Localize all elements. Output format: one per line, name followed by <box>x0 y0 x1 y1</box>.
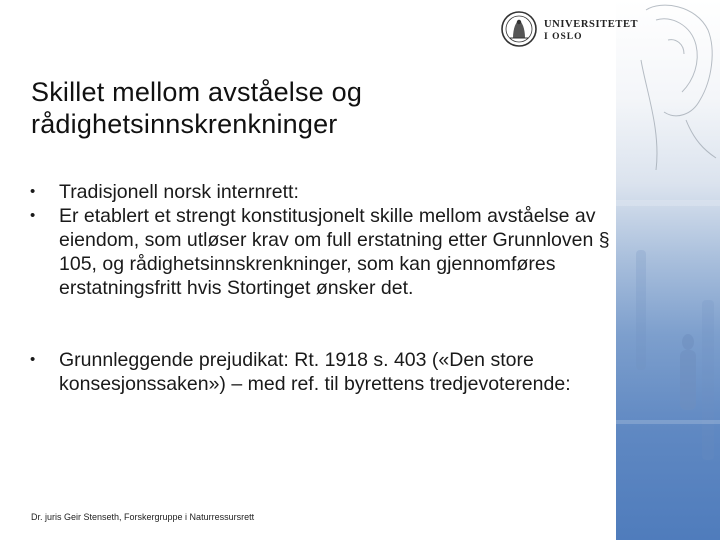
university-seal-icon <box>500 10 538 48</box>
bullet-marker: • <box>30 183 36 200</box>
decorative-photo-band <box>616 0 720 540</box>
slide-title-line2: rådighetsinnskrenkninger <box>31 109 338 139</box>
logo-text-line2: I OSLO <box>544 32 583 42</box>
slide-title-line1: Skillet mellom avståelse og <box>31 77 363 107</box>
bullet-item <box>30 348 610 396</box>
bullet-text: Er etablert et strengt konstitusjonelt skille mellom avståelse av eiendom, som utløser krav om full erstatning etter Grunnloven § 105, og rådighetsinnskrenkninger, som kan gjennomføres erstatningsfritt hvis Stortinget ønsker det. <box>59 205 610 299</box>
bullet-list <box>30 180 610 396</box>
logo-text-line1: UNIVERSITETET <box>544 19 639 30</box>
university-logo <box>500 10 640 50</box>
bullet-text: Grunnleggende prejudikat: Rt. 1918 s. 403 («Den store konsesjonssaken») – med ref. til byrettens tredjevoterende: <box>59 349 571 395</box>
bullet-marker: • <box>30 351 36 368</box>
bullet-text: Tradisjonell norsk internrett: <box>59 181 299 203</box>
slide-title <box>31 76 591 140</box>
slide-footer: Dr. juris Geir Stenseth, Forskergruppe i Naturressursrett <box>31 512 255 522</box>
bullet-item <box>30 180 610 204</box>
bullet-marker: • <box>30 207 36 224</box>
statue-photo-icon <box>616 0 720 540</box>
bullet-item <box>30 204 610 300</box>
